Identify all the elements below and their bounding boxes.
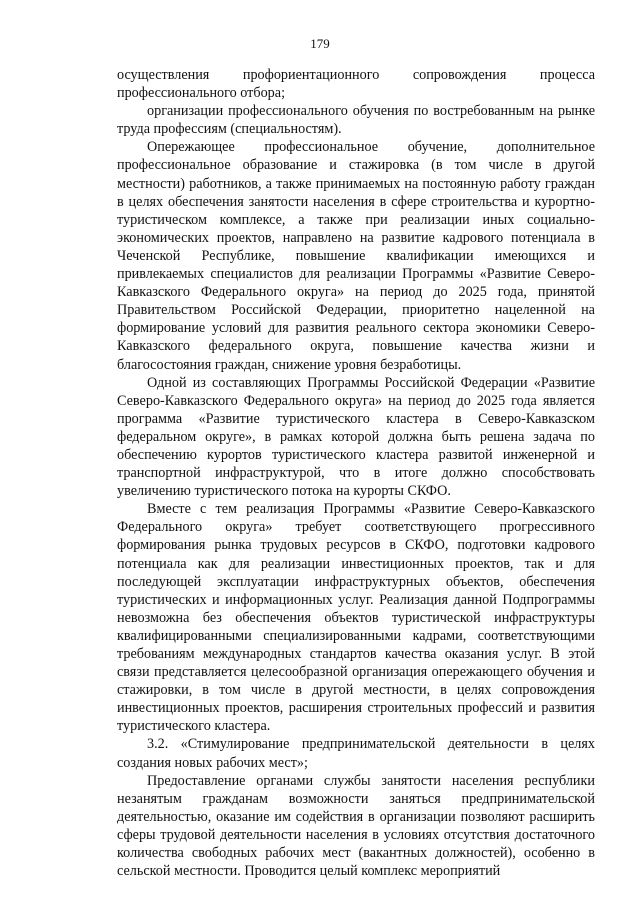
section-heading-3-2: 3.2. «Стимулирование предпринимательской деятельности в целях создания новых рабочих мест»; <box>117 736 595 771</box>
paragraph-vocational-training: организации профессионального обучения по востребованным на рынке труда профессиям (специальностям). <box>117 103 595 138</box>
body-text <box>117 66 595 880</box>
paragraph-vocational-guidance: осуществления профориентационного сопровождения процесса профессионального отбора; <box>117 67 595 102</box>
paragraph-tourism-cluster: Одной из составляющих Программы Российской Федерации «Развитие Северо-Кавказского Федерального округа» на период до 2025 года является программа «Развитие туристического кластера в Северо-Кавказском федеральном округе», в рамках которой должна быть решена задача по обеспечению курортов туристического кластера развитой инженерной и транспортной инфраструктурой, что в итоге должно способствовать увеличению туристического потока на курорты СКФО. <box>117 374 595 500</box>
paragraph-program-implementation: Вместе с тем реализация Программы «Развитие Северо-Кавказского Федерального округа» требует соответствующего прогрессивного формирования рынка трудовых ресурсов в СКФО, подготовки кадрового потенциала как для реализации инвестиционных проектов, так и для последующей эксплуатации инфраструктурных объектов, обеспечения туристических и информационных услуг. Реализация данной Подпрограммы невозможна без обеспечения объектов туристической инфраструктуры квалифицированными специализированными кадрами, соответствующими требованиям международных стандартов качества оказания услуг. В этой связи представляется целесообразной организация опережающего обучения и стажировки, в том числе в другой местности, в целях сопровождения инвестиционных проектов, расширения строительных профессий и развития туристического кластера. <box>117 501 595 735</box>
page-number: 179 <box>310 36 330 51</box>
paragraph-advance-training: Опережающее профессиональное обучение, дополнительное профессиональное образование и стажировка (в том числе в другой местности) работников, а также принимаемых на постоянную работу граждан в целях обеспечения занятости населения в сфере строительства и курортно-туристическом комплексе, а также при реализации иных социально-экономических проектов, направлено на развитие кадрового потенциала в Чеченской Республике, повышение квалификации имеющихся и привлекаемых специалистов для реализации Программы «Развитие Северо-Кавказского Федерального округа» на период до 2025 года, принятой Правительством Российской Федерации, приоритетно нацеленной на формирование условий для развития реального сектора экономики Северо-Кавказского федерального округа, повышение качества жизни и благосостояния граждан, снижение уровня безработицы. <box>117 139 595 373</box>
paragraph-entrepreneurship: Предоставление органами службы занятости населения республики незанятым гражданам возможности заняться предпринимательской деятельностью, оказание им содействия в организации позволяют расширить сферы трудовой деятельности населения в условиях отсутствия достаточного количества свободных рабочих мест (вакантных должностей), особенно в сельской местности. Проводится целый комплекс мероприятий <box>117 772 595 880</box>
